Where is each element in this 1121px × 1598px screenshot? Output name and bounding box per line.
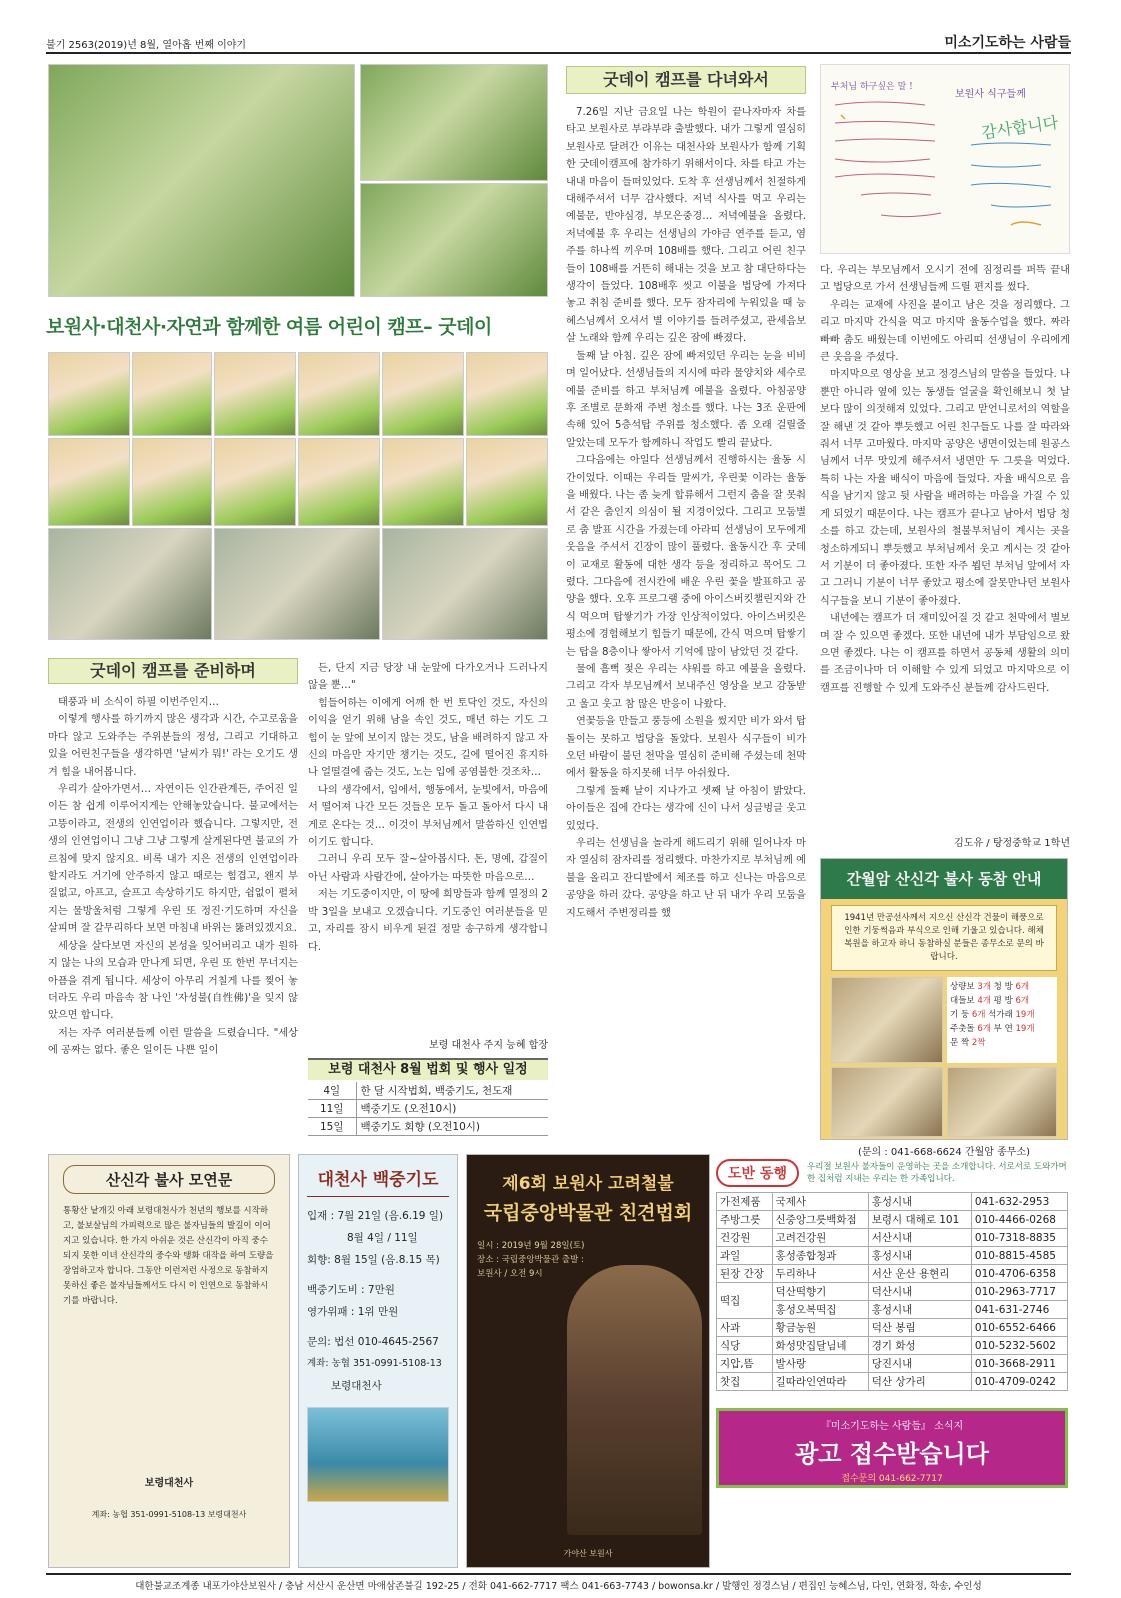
story-paragraph: 연꽃등을 만들고 풍등에 소원을 썼지만 비가 와서 탑돌이는 못하고 법당을 돌았다. 보원사 식구들이 비가 오던 바람이 불던 천막을 열심히 준비해 주셨는데 천막에서 활동을 하지못해 너무 아쉬웠다.	[566, 716, 806, 780]
dir-business: 고려건강원	[772, 1229, 868, 1247]
dir-business: 황금농원	[772, 1319, 868, 1337]
photo-child	[382, 352, 464, 436]
museum-line1: 제6회 보원사 고려철불	[502, 1174, 674, 1194]
sansin-title: 산신각 불사 모연문	[63, 1165, 275, 1194]
photo-activity	[48, 528, 212, 640]
main-title: 보원사·대천사·자연과 함께한 여름 어린이 캠프– 굿데이	[46, 316, 492, 338]
museum-bottom: 가야산 보원사	[563, 1549, 613, 1558]
buddha-statue-photo	[567, 1265, 702, 1535]
item-name: 기 둥	[950, 1010, 970, 1020]
item-qty: 6개	[1015, 996, 1030, 1006]
photo-child	[214, 352, 296, 436]
sansin-ad	[48, 1154, 290, 1568]
note-left-title: 부처님 하구싶은 말 !	[831, 82, 913, 92]
prep-paragraph: 저는 기도중이지만, 이 땅에 희망들과 함께 열정의 2박 3일을 보내고 오겠습니다. 기도중인 여러분들을 믿고, 자리를 잠시 비우게 된걸 정말 송구하게 생각합니다.	[308, 889, 548, 953]
header-rule	[46, 52, 1071, 54]
dir-location: 보령시 대해로 101	[868, 1211, 971, 1229]
ganwolam-photo-roof	[947, 1067, 1057, 1137]
prep-paragraph: 든, 단지 지금 당장 내 눈앞에 다가오거나 드러나지 않을 뿐…"	[308, 663, 548, 692]
directory-row	[717, 1229, 1068, 1247]
item-name: 석가래	[988, 1010, 1013, 1020]
item-qty: 19개	[1015, 1010, 1035, 1020]
story-paragraph: 다. 우리는 부모님께서 오시기 전에 짐정리를 퍼뜩 끝내고 법당으로 가서 선생님들께 드릴 편지를 썼다.	[820, 265, 1070, 294]
ganwolam-list	[947, 977, 1057, 1063]
item-name: 부 연	[993, 1024, 1013, 1034]
photo-child	[298, 438, 380, 526]
item-qty: 4개	[977, 996, 991, 1006]
issue-label: 불기 2563(2019)년 8월, 열아홉 번째 이야기	[46, 40, 247, 51]
story-paragraph: 마지막으로 영상을 보고 정경스님의 말씀을 들었다. 나 뿐만 아니라 옆에 있는 동생들 얼굴을 확인해보니 첫 날보다 많이 의젓해져 있었다. 그리고 맏언니로서의 역할을 잘 해낸 것 같아 뿌듯했고 어린 친구들도 나를 잘 따라와줘서 너무 고마웠다. 마지막 공양은 냉면이었는데 원공스님께서 너무 맛있게 해주셔서 냉면만 두 그릇을 먹었다. 특히 나는 자율 배식이 마음에 들었다. 자율 배식으로 음식을 남기지 않고 뒷 사람을 배려하는 마음을 가질 수 있게 되었기 때문이다. 나는 캠프가 끝나고 남아서 법당 청소를 하고 갔는데, 보원사의 철불부처님이 계시는 곳을 청소하게되니 뿌듯했고 부처님께서 웃고 계시는 것 같아서 기분이 더 좋아졌다. 또한 자주 뵙던 부처님 앞에서 자고 그러니 기분이 너무 좋았고 평소에 잘못만나던 보원사 식구들을 보니 기분이 좋아졌다.	[820, 369, 1070, 607]
prep-column-1	[48, 694, 298, 1144]
ganwolam-list-row	[950, 994, 1054, 1008]
photo-ice-bucket-2	[360, 183, 548, 297]
item-name: 문 짝	[950, 1038, 970, 1048]
dir-phone: 041-631-2746	[971, 1301, 1067, 1319]
dir-category: 지압,뜸	[717, 1355, 773, 1373]
story-author: 김도유 / 탕정중학교 1학년	[954, 838, 1070, 849]
baekjung-line: 8월 4일 / 11일	[347, 1232, 418, 1244]
prep-paragraph: 저는 자주 여러분들께 이런 말씀을 드렸습니다. "세상에 공짜는 없다. 좋은 일이든 나쁜 일이	[48, 1027, 298, 1057]
dir-category: 찻집	[717, 1373, 773, 1391]
schedule-event: 백중기도 회향 (오전10시)	[356, 1118, 548, 1136]
directory-desc: 우리절 보원사 불자들이 운영하는 곳을 소개합니다. 서로서로 도와가며 한 집처럼 지내는 우리는 한 가족입니다.	[806, 1162, 1067, 1184]
story-paragraph: 그렇게 둘째 날이 지나가고 셋째 날 아침이 밝았다. 아이들은 집에 간다는 생각에 신이 나서 싱글벙글 웃고 있었다.	[566, 785, 806, 832]
dir-category: 사과	[717, 1319, 773, 1337]
directory-row	[717, 1337, 1068, 1355]
prep-paragraph: 태풍과 비 소식이 하필 이번주인지…	[58, 697, 219, 708]
dir-phone: 010-4706-6358	[971, 1265, 1067, 1283]
photo-ice-bucket-1	[360, 64, 548, 181]
ganwolam-list-row	[950, 1008, 1054, 1022]
dir-location: 덕산 상가리	[868, 1373, 971, 1391]
item-qty: 3개	[977, 982, 991, 992]
story-paragraph: 물에 흠뻑 젖은 우리는 샤워를 하고 예불을 올렸다. 그리고 각자 부모님께서 보내주신 영상을 보고 감동받고 울고 웃고 참 많은 반응이 나왔다.	[566, 664, 806, 710]
dir-category: 주방그릇	[717, 1211, 773, 1229]
ganwolam-photo-pillar	[831, 1067, 943, 1137]
dir-business: 국제사	[772, 1193, 868, 1211]
directory-section	[716, 1154, 1068, 1404]
story-paragraph: 7.26일 지난 금요일 나는 학원이 끝나자마자 차를 타고 보원사로 부랴부랴 출발했다. 내가 그렇게 열심히 보원사로 달려간 이유는 대천사와 보원사가 함께 기획한 굿데이캠프에 참가하기 위해서이다. 차를 타고 가는 내내 마음이 들떠있었다. 도착 후 선생님께서 친절하게 대해주셔서 너무 감사했다. 저녁 식사를 먹고 우리는 예불문, 반야심경, 부모은중경… 저녁예불을 올렸다. 저녁예불 후 우리는 선생님의 가야금 연주를 듣고, 염주를 하나씩 끼우며 108배를 했다. 그리고 어린 친구들이 108배를 거뜬히 해내는 것을 보고 참 대단하다는 생각이 들었다. 108배후 씻고 이불을 법당에 가져다 놓고 취침 준비를 했다. 모두 잠자리에 누워있을 때 능혜스님께서 오셔서 별 이야기를 들려주셨고, 관세음보살 노래와 함께 우리는 깊은 잠에 빠졌다.	[566, 107, 806, 345]
prep-paragraph: 그러니 우리 모두 잘~살아봅시다. 돈, 명예, 갑질이 아닌 사람과 사람간에, 살아가는 따뜻한 마음으로…	[308, 854, 548, 883]
photo-child	[48, 352, 130, 436]
dir-phone: 010-5232-5602	[971, 1337, 1067, 1355]
note-right-title: 보원사 식구들께	[955, 89, 1026, 100]
dir-location: 덕산 봉림	[868, 1319, 971, 1337]
story-paragraph: 내년에는 캠프가 더 재미있어질 것 같고 천막에서 별보며 잘 수 있으면 좋겠다. 또한 내년에 내가 부담임으로 왔으면 좋겠다. 나는 이 캠프를 하면서 공동체 생활의 의미를 조금이나마 더 이해할 수 있게 되었고 마지막으로 이 캠프를 진행할 수 있게 도와주신 분들께 감사드린다.	[820, 613, 1070, 694]
dir-category: 가전제품	[717, 1193, 773, 1211]
dir-category: 된장 간장	[717, 1265, 773, 1283]
dir-location: 서산 운산 용현리	[868, 1265, 971, 1283]
prep-column-2	[308, 660, 548, 1032]
item-qty: 6개	[1015, 982, 1030, 992]
item-name: 대들보	[950, 996, 975, 1006]
footer: 대한불교조계종 내포가야산보원사 / 충남 서산시 운산면 마애삼존불길 192-25 / 전화 041-662-7717 팩스 041-663-7743 / bowonsa.kr / 발행인 정경스님 / 편집인 능혜스님, 다인, 연화정, 학송, 수인성	[46, 1573, 1071, 1592]
prep-paragraph: 우리가 살아가면서… 자연이든 인간관계든, 주어진 일이든 참 쉽게 이루어지게는 안해놓았습니다. 불교에서는 고뜽이라고, 전생의 인연업이라 했습니다. 그렇지만, 전생의 인연업이니 그냥 그냥 그렇게 살게된다면 불교의 가르침에 맞지 않지요. 비록 내가 지은 전생의 인연업이라 할지라도 거기에 안주하지 않고 때로는 힘겹고, 왠지 부질없고, 아프고, 슬프고 속상하기도 하지만, 쉼없이 펼쳐지는 물방울처럼 그렇게 우린 또 정진·기도하며 자신을 살피며 잘 갈무리하다 보면 마침내 바위는 뚫려있겠지요.	[48, 784, 298, 935]
baekjung-line: 보령대천사	[331, 1380, 382, 1392]
photo-activity	[214, 528, 380, 640]
ganwolam-list-row	[950, 1036, 1054, 1050]
sansin-body: 통황산 낱개깃 아래 보령대천사가 천년의 행보를 시작하고, 불보살님의 가피력으로 많은 불자님들의 발길이 이어지고 있습니다. 한 가지 아쉬운 것은 산신각이 아직 중수되지 못한 이녀 산신각의 중수와 탱화 대작을 하여 도량을 장엄하고자 합니다. 그동안 이런저런 사정으로 동참하지 못하신 좋은 불자님들께서도 다시 이 인연으로 동참하시기를 바랍니다.	[63, 1206, 274, 1306]
directory-title: 도반 동행	[716, 1159, 799, 1187]
baekjung-illustration	[307, 1407, 449, 1502]
ad-banner	[716, 1408, 1068, 1488]
story-paragraph: 그다음에는 아일다 선생님께서 진행하시는 율동 시간이었다. 이때는 우리들 말씨가, 우린꽃 이라는 율동을 배웠다. 나는 좀 늦게 합류해서 그런지 춤을 잘 못춰서 같은 춤인지 의심이 될 지경이었다. 그리고 모둠별로 춤 발표 시간을 가졌는데 아라띠 선생님이 모두에게 웃음을 주셔서 긴장이 많이 풀렸다. 율동시간 후 굿데이 교재로 활동에 대한 생각 등을 정리하고 목어도 그렸다. 그다음에 전시칸에 배운 우린 꽃을 발표하고 공양을 했다. 오후 프로그램 중에 아이스버킷챌린지와 간식 먹으며 탑쌓기가 가장 인상적이었다. 아이스버킷은 평소에 경험해보기 힘들기 때문에, 간식 먹으며 탑쌓기는 탑을 8층이나 쌓아서 기억에 많이 남았던 것 같다.	[566, 455, 806, 658]
schedule-title: 보령 대천사 8월 법회 및 행사 일정	[308, 1058, 548, 1080]
note-scribbles	[821, 65, 1071, 255]
baekjung-line: 회향: 8월 15일 (음.8.15 목)	[307, 1254, 440, 1266]
directory-table	[716, 1192, 1068, 1391]
ad-banner-line1: 『미소기도하는 사람들』 소식지	[820, 1421, 964, 1432]
story-paragraph: 둘째 날 아침. 깊은 잠에 빠져있던 우리는 눈을 비비며 일어났다. 선생님들의 지시에 따라 물양치와 세수로 예불 준비를 하고 부처님께 예불을 올렸다. 아침공양 후 조별로 문화재 주변 청소를 했다. 나는 3조 운판에 속해 있어 5층석탑 주위를 청소했다. 좀 오래 걸릴줄 알았는데 모두가 함께하니 작업도 빨리 끝났다.	[566, 350, 806, 449]
dir-category: 건강원	[717, 1229, 773, 1247]
dir-location: 홍성시내	[868, 1247, 971, 1265]
photo-child	[466, 438, 548, 526]
handwritten-notes	[820, 64, 1070, 254]
story-title: 굿데이 캠프를 다녀와서	[566, 66, 806, 94]
ganwolam-contact: (문의 : 041-668-6624 간월암 종무소)	[857, 1147, 1030, 1158]
ad-banner-line3: 접수문의 041-662-7717	[841, 1474, 943, 1484]
baekjung-line: 계좌: 농협 351-0991-5108-13	[307, 1358, 442, 1369]
directory-row	[717, 1373, 1068, 1391]
item-name: 평 방	[993, 996, 1013, 1006]
prep-paragraph: 세상을 살다보면 자신의 본성을 잊어버리고 내가 원하지 않는 나의 모습과 만나게 되면, 우린 또 한번 무너지는 아픔을 겪게 됩니다. 세상이 아무리 거칠게 나를 찢어 놓더라도 우리 마음속 참 나인 '자성불(自性佛)'을 잊지 않았으면 합니다.	[48, 940, 298, 1022]
prep-paragraph: 나의 생각에서, 입에서, 행동에서, 눈빛에서, 마음에서 떨어져 나간 모든 것들은 모두 돌고 돌아서 다시 내게로 온다는 것… 이것이 부처님께서 말씀하신 인연법이기도 합니다.	[308, 784, 548, 849]
photo-child	[214, 438, 296, 526]
dir-phone: 010-4709-0242	[971, 1373, 1067, 1391]
directory-row	[717, 1283, 1068, 1301]
dir-phone: 010-4466-0268	[971, 1211, 1067, 1229]
schedule-date: 4일	[308, 1082, 356, 1100]
note-right-text: 감사합니다	[980, 112, 1060, 143]
schedule-row	[308, 1100, 548, 1118]
baekjung-line: 문의: 법선 010-4645-2567	[307, 1336, 439, 1348]
dir-location: 당진시내	[868, 1355, 971, 1373]
dir-business: 화성맛집달님네	[772, 1337, 868, 1355]
ad-banner-line2: 광고 접수받습니다	[795, 1440, 989, 1468]
dir-location: 서산시내	[868, 1229, 971, 1247]
schedule-row	[308, 1082, 548, 1100]
item-name: 청 방	[993, 982, 1013, 992]
dir-category: 식당	[717, 1337, 773, 1355]
photo-group-pagoda	[48, 64, 355, 297]
photo-child	[466, 352, 548, 436]
museum-ad	[466, 1154, 710, 1568]
dir-category: 떡집	[717, 1283, 773, 1319]
prep-signature: 보령 대천사 주지 능혜 합장	[429, 1040, 548, 1051]
photo-child	[48, 438, 130, 526]
dir-phone: 010-7318-8835	[971, 1229, 1067, 1247]
schedule-row	[308, 1118, 548, 1136]
dir-location: 홍성시내	[868, 1301, 971, 1319]
dir-phone: 041-632-2953	[971, 1193, 1067, 1211]
ganwolam-title: 간월암 산신각 불사 동참 안내	[821, 859, 1067, 899]
dir-phone: 010-2963-7717	[971, 1283, 1067, 1301]
photo-child	[298, 352, 380, 436]
photo-child	[132, 438, 212, 526]
museum-info: 일시 : 2019년 9월 28일(토) 장소 : 국립중앙박물관 출발 : 보원사 / 오전 9시	[477, 1241, 585, 1279]
dir-business: 신중앙그릇백화점	[772, 1211, 868, 1229]
ganwolam-photo-shrine	[831, 977, 943, 1063]
ganwolam-ad	[820, 858, 1068, 1158]
dir-business: 두리하나	[772, 1265, 868, 1283]
item-name: 상량보	[950, 982, 975, 992]
directory-row	[717, 1247, 1068, 1265]
photo-child	[382, 438, 464, 526]
directory-row	[717, 1193, 1068, 1211]
directory-row	[717, 1211, 1068, 1229]
sansin-account: 계좌: 농협 351-0991-5108-13 보령대천사	[91, 1510, 247, 1519]
directory-row	[717, 1265, 1068, 1283]
photo-child	[132, 352, 212, 436]
prep-paragraph: 이렇게 행사를 하기까지 많은 생각과 시간, 수고로움을 마다 않고 도와주는 주위분들의 정성, 그리고 기대하고 있을 어린친구들을 생각하면 '날씨가 뭐!' 라는 오기도 생겨 힘을 내어봅니다.	[48, 714, 298, 778]
story-paragraph: 우리는 선생님을 놀라게 해드리기 위해 일어나자 마자 열심히 잠자리를 정리했다. 마찬가지로 부처님께 예불을 올리고 잔디밭에서 체조를 하고 신나는 마음으로 공양을 하러 갔다. 공양을 하고 난 뒤 내가 우리 모둠을 지도해서 주변정리를 했	[566, 838, 806, 919]
schedule-event: 한 달 시작법회, 백중기도, 천도재	[356, 1082, 548, 1100]
baekjung-title: 대천사 백중기도	[307, 1165, 449, 1197]
story-column-1	[566, 104, 806, 1144]
story-column-2	[820, 262, 1070, 842]
dir-location: 경기 화성	[868, 1337, 971, 1355]
baekjung-line: 입재 : 7월 21일 (음.6.19 일)	[307, 1210, 444, 1222]
baekjung-ad	[298, 1154, 458, 1568]
schedule-date: 15일	[308, 1118, 356, 1136]
ganwolam-list-row	[950, 980, 1054, 994]
dir-phone: 010-6552-6466	[971, 1319, 1067, 1337]
dir-business: 길따라인연따라	[772, 1373, 868, 1391]
item-qty: 6개	[977, 1024, 991, 1034]
schedule-table	[308, 1082, 548, 1136]
sansin-sign: 보령대천사	[144, 1478, 194, 1489]
dir-business: 홍성종합청과	[772, 1247, 868, 1265]
ganwolam-intro: 1941년 만공선사께서 지으신 산신각 건물이 해풍으로 인한 기둥썩음과 부식으로 인해 기울고 있습니다. 해체복원을 하고자 하니 동참하실 분들은 종무소로 문의 바랍니다.	[831, 905, 1057, 971]
item-qty: 19개	[1015, 1024, 1035, 1034]
schedule-event: 백중기도 (오전10시)	[356, 1100, 548, 1118]
baekjung-line: 영가위패 : 1위 만원	[307, 1306, 399, 1318]
newsletter-title: 미소기도하는 사람들	[944, 35, 1071, 51]
photo-activity	[382, 528, 548, 640]
prep-paragraph: 힘들어하는 이에게 어깨 한 번 토닥인 것도, 자신의 이익을 얻기 위해 남을 속인 것도, 매년 하는 기도 그 힘이 눈 앞에 보이지 않는 것도, 남을 배려하지 않고 자신의 마음만 자기만 챙기는 것도, 길에 떨어진 휴지하나 얼떨결에 줍는 것도, 노는 입에 공염불한 것조차…	[308, 697, 548, 779]
prep-title: 굿데이 캠프를 준비하며	[48, 658, 298, 684]
dir-location: 덕산시내	[868, 1283, 971, 1301]
item-qty: 2짝	[971, 1038, 986, 1048]
dir-category: 과일	[717, 1247, 773, 1265]
dir-business: 발사랑	[772, 1355, 868, 1373]
museum-line2: 국립중앙박물관 친견법회	[483, 1202, 693, 1224]
ganwolam-list-row	[950, 1022, 1054, 1036]
item-name: 주춧돌	[950, 1024, 975, 1034]
dir-business: 홍성오복떡집	[772, 1301, 868, 1319]
item-qty: 6개	[971, 1010, 986, 1020]
directory-row	[717, 1319, 1068, 1337]
directory-row	[717, 1355, 1068, 1373]
dir-location: 홍성시내	[868, 1193, 971, 1211]
dir-business: 덕산떡향기	[772, 1283, 868, 1301]
dir-phone: 010-8815-4585	[971, 1247, 1067, 1265]
baekjung-line: 백중기도비 : 7만원	[307, 1284, 395, 1296]
dir-phone: 010-3668-2911	[971, 1355, 1067, 1373]
story-paragraph: 우리는 교재에 사진을 붙이고 남은 것을 정리했다. 그리고 마지막 간식을 먹고 마지막 율동수업을 했다. 짜라빠빠 춤도 배웠는데 이번에도 아리띠 선생님이 우리에게 큰 웃음을 주셨다.	[820, 299, 1070, 364]
schedule-date: 11일	[308, 1100, 356, 1118]
